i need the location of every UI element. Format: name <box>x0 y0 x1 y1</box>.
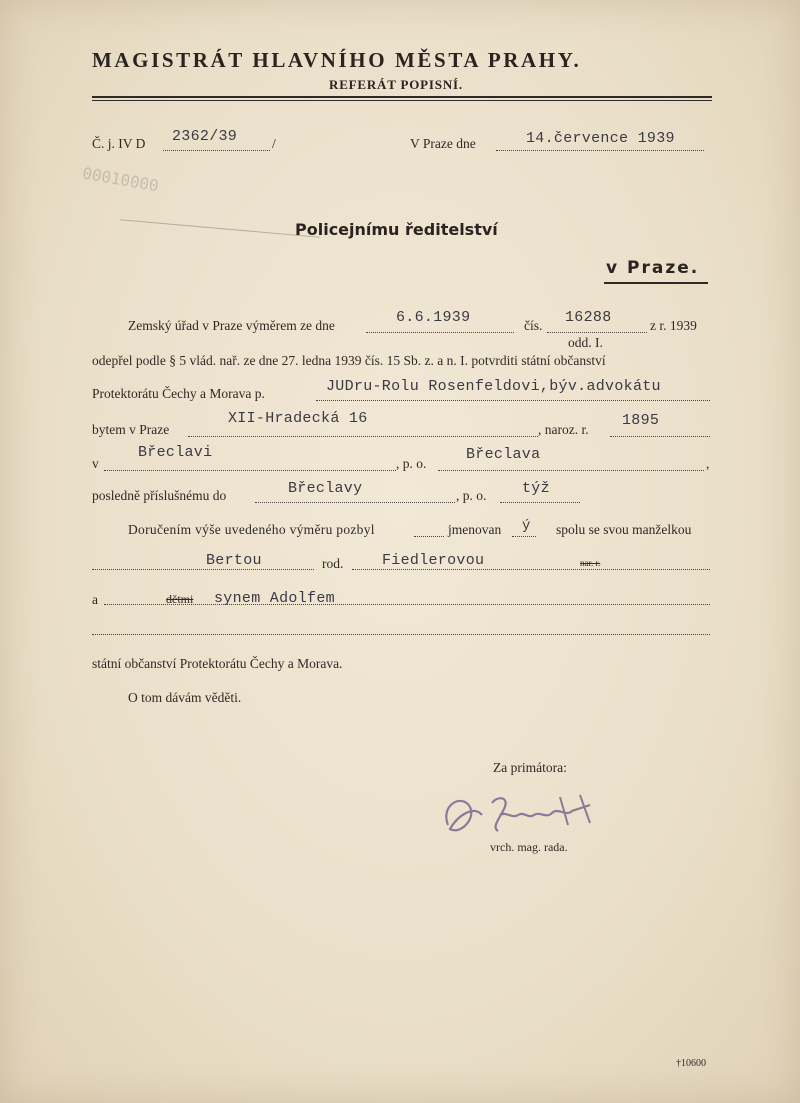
signature-title: vrch. mag. rada. <box>490 840 568 854</box>
loss-text-c: spolu se svou manželkou <box>556 522 692 537</box>
addressee-line-1: Policejnímu ředitelství <box>295 220 498 239</box>
blank-dots <box>92 634 710 635</box>
notice-text: O tom dávám věděti. <box>128 690 242 705</box>
decree-number: 16288 <box>565 309 612 326</box>
wife-dots <box>92 569 314 570</box>
decree-text: odepřel podle § 5 vlád. nař. ze dne 27. ledna 1939 čís. 15 Sb. z. a n. I. potvrditi státní občanství <box>92 353 606 368</box>
birthplace-dots <box>104 470 396 471</box>
addressee-underline <box>604 282 708 284</box>
birthplace-po: Břeclava <box>466 446 541 463</box>
reference-number: 2362/39 <box>172 128 238 145</box>
birthplace-po-dots <box>438 470 704 471</box>
birth-label: , naroz. r. <box>538 422 589 437</box>
domicile-po-dots <box>500 502 580 503</box>
document-title: MAGISTRÁT HLAVNÍHO MĚSTA PRAHY. <box>92 48 582 72</box>
decree-number-dots <box>547 332 647 333</box>
domicile-dots <box>255 502 455 503</box>
birthplace-comma: , <box>706 456 710 471</box>
decree-year: z r. 1939 <box>650 318 697 333</box>
reference-label: Č. j. IV D <box>92 136 146 151</box>
header-rule-thin <box>92 100 712 101</box>
date-dots <box>496 150 704 151</box>
decree-date: 6.6.1939 <box>396 309 471 326</box>
domicile-label: posledně příslušnému do <box>92 488 227 503</box>
domicile-po-label: , p. o. <box>456 488 487 503</box>
person-name: JUDru-Rolu Rosenfeldovi,býv.advokátu <box>326 378 661 395</box>
residence-address: XII-Hradecká 16 <box>228 410 368 427</box>
birth-year: 1895 <box>622 412 660 429</box>
decree-number-label: čís. <box>524 318 543 333</box>
birthplace: Břeclavi <box>138 444 213 461</box>
domicile-po: týž <box>522 480 550 497</box>
date-label: V Praze dne <box>410 136 476 151</box>
date-value: 14.července 1939 <box>526 130 675 147</box>
domicile-place: Břeclavy <box>288 480 363 497</box>
children-dots <box>104 604 710 605</box>
header-rule-thick <box>92 96 712 98</box>
reference-slash: / <box>272 136 276 151</box>
children-struck: dětmi <box>166 592 194 606</box>
decree-label: Zemský úřad v Praze výměrem ze dne <box>128 318 335 333</box>
stamp-line <box>120 219 319 237</box>
children-a: a <box>92 592 98 607</box>
children-text: synem Adolfem <box>214 590 335 607</box>
birthplace-po-label: , p. o. <box>396 456 427 471</box>
addressee-line-2: v Praze. <box>606 258 700 278</box>
wife-rod-label: rod. <box>322 556 344 571</box>
residence-label: bytem v Praze <box>92 422 170 437</box>
residence-dots <box>188 436 538 437</box>
birth-dots <box>610 436 710 437</box>
loss-dots-b <box>512 536 536 537</box>
wife-birth-struck: nar. r. <box>580 558 601 568</box>
loss-text-b: jmenovan <box>448 522 502 537</box>
faint-stamp: 00010000 <box>80 163 161 196</box>
loss-text-a: Doručením výše uvedeného výměru pozbyl <box>128 522 375 537</box>
wife-name: Bertou <box>206 552 262 569</box>
reference-dots <box>163 150 270 151</box>
loss-suffix: ý <box>522 518 531 534</box>
birthplace-v: v <box>92 456 99 471</box>
protectorate-label: Protektorátu Čechy a Morava p. <box>92 386 265 401</box>
citizenship-text: státní občanství Protektorátu Čechy a Morava. <box>92 656 343 671</box>
wife-maiden-dots <box>352 569 710 570</box>
document-subtitle: REFERÁT POPISNÍ. <box>329 77 463 92</box>
wife-maiden-name: Fiedlerovou <box>382 552 485 569</box>
person-dots <box>316 400 710 401</box>
decree-date-dots <box>366 332 514 333</box>
signature-for-label: Za primátora: <box>493 760 567 775</box>
loss-dots-a <box>414 536 444 537</box>
footer-code: †10600 <box>676 1058 706 1069</box>
decree-department: odd. I. <box>568 335 603 350</box>
